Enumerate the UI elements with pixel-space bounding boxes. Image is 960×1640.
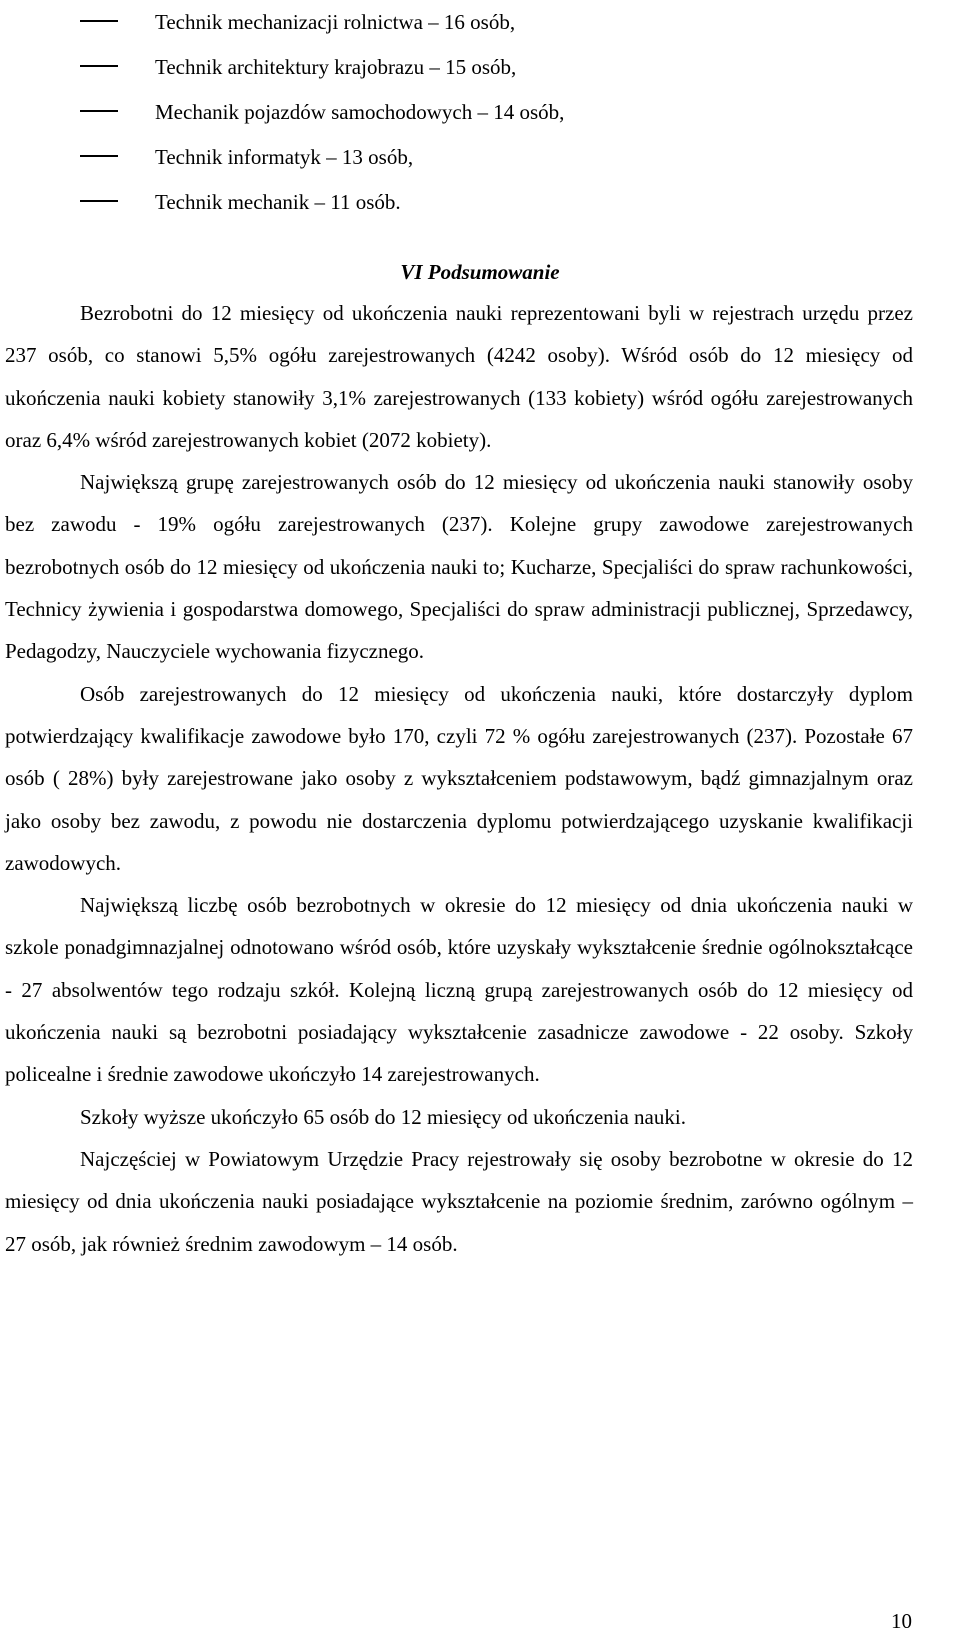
- paragraph-education-level: Największą liczbę osób bezrobotnych w okresie do 12 miesięcy od dnia ukończenia nauki w szkole ponadgimnazjalnej odnotowano wśród osób, które uzyskały wykształcenie średnie ogólnokształcące - 27 absolwentów tego rodzaju szkół. Kolejną liczną grupą zarejestrowanych osób do 12 miesięcy od ukończenia nauki są bezrobotni posiadający wykształcenie zasadnicze zawodowe - 22 osoby. Szkoły policealne i średnie zawodowe ukończyło 14 zarejestrowanych.: [5, 893, 913, 1087]
- paragraph-largest-group: Największą grupę zarejestrowanych osób do 12 miesięcy od ukończenia nauki stanowiły osoby bez zawodu - 19% ogółu zarejestrowanych (237). Kolejne grupy zawodowe zarejestrowanych bezrobotnych osób do 12 miesięcy od ukończenia nauki to; Kucharze, Specjaliści do spraw rachunkowości, Technicy żywienia i gospodarstwa domowego, Specjaliści do spraw administracji publicznej, Sprzedawcy, Pedagodzy, Nauczyciele wychowania fizycznego.: [5, 470, 913, 664]
- list-item-text: Technik mechanik – 11 osób.: [155, 190, 401, 214]
- list-item-text: Technik mechanizacji rolnictwa – 16 osób,: [155, 10, 516, 34]
- list-item: [0, 90, 960, 135]
- list-item-text: Mechanik pojazdów samochodowych – 14 osób,: [155, 100, 565, 124]
- list-item: [0, 180, 960, 225]
- section-title: VI Podsumowanie: [400, 260, 560, 284]
- paragraph-most-frequent: Najczęściej w Powiatowym Urzędzie Pracy rejestrowały się osoby bezrobotne w okresie do 12 miesięcy od dnia ukończenia nauki posiadające wykształcenie na poziomie średnim, zarówno ogólnym – 27 osób, jak również średnim zawodowym – 14 osób.: [5, 1146, 913, 1256]
- body-text: [5, 292, 913, 1265]
- list-item-text: Technik architektury krajobrazu – 15 osób,: [155, 55, 517, 79]
- list-item: [0, 135, 960, 180]
- page-number: 10: [891, 1609, 912, 1633]
- dash-bullet-icon: [80, 155, 118, 157]
- paragraph-higher-education: Szkoły wyższe ukończyło 65 osób do 12 miesięcy od ukończenia nauki.: [80, 1104, 686, 1129]
- paragraph-diplomas: Osób zarejestrowanych do 12 miesięcy od ukończenia nauki, które dostarczyły dyplom potwierdzający kwalifikacje zawodowe było 170, czyli 72 % ogółu zarejestrowanych (237). Pozostałe 67 osób ( 28%) były zarejestrowane jako osoby z wykształceniem podstawowym, bądź gimnazjalnym oraz jako osoby bez zawodu, z powodu nie dostarczenia dyplomu potwierdzającego uzyskanie kwalifikacji zawodowych.: [5, 681, 913, 875]
- list-item-text: Technik informatyk – 13 osób,: [155, 145, 414, 169]
- list-item: [0, 45, 960, 90]
- dash-bullet-icon: [80, 20, 118, 22]
- list-item: [0, 0, 960, 45]
- paragraph-summary: Bezrobotni do 12 miesięcy od ukończenia nauki reprezentowani byli w rejestrach urzędu przez 237 osób, co stanowi 5,5% ogółu zarejestrowanych (4242 osoby). Wśród osób do 12 miesięcy od ukończenia nauki kobiety stanowiły 3,1% zarejestrowanych (133 kobiety) wśród ogółu zarejestrowanych oraz 6,4% wśród zarejestrowanych kobiet (2072 kobiety).: [5, 301, 913, 452]
- dash-bullet-icon: [80, 110, 118, 112]
- profession-list: [0, 0, 960, 225]
- dash-bullet-icon: [80, 200, 118, 202]
- dash-bullet-icon: [80, 65, 118, 67]
